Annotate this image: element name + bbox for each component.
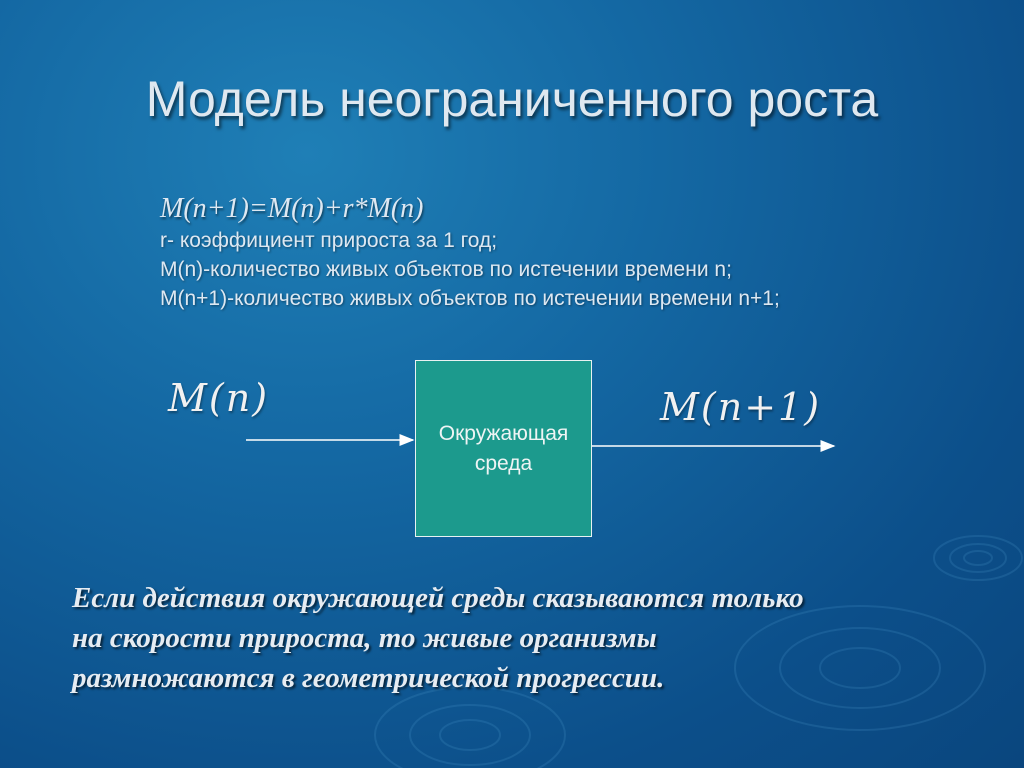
slide-title: Модель неограниченного роста <box>145 71 879 127</box>
definition-r: r- коэффициент прироста за 1 год; <box>160 229 498 252</box>
environment-box-line1: Окружающая <box>438 421 569 445</box>
growth-formula: M(n+1)=M(n)+r*M(n) <box>160 193 424 224</box>
conclusion-line1: Если действия окружающей среды сказываются только <box>72 582 804 614</box>
definition-m-n-plus-1: M(n+1)-количество живых объектов по истечении времени n+1; <box>160 287 780 310</box>
definition-m-n: M(n)-количество живых объектов по истечении времени n; <box>160 258 732 281</box>
environment-box-line2: среда <box>474 451 533 475</box>
conclusion-text <box>72 578 962 698</box>
input-label: M(n) <box>168 376 270 420</box>
environment-box <box>415 360 592 537</box>
conclusion-line2: на скорости прироста, то живые организмы <box>72 622 657 654</box>
conclusion-line3: размножаются в геометрической прогрессии. <box>72 662 665 694</box>
output-label: M(n+1) <box>660 385 822 429</box>
